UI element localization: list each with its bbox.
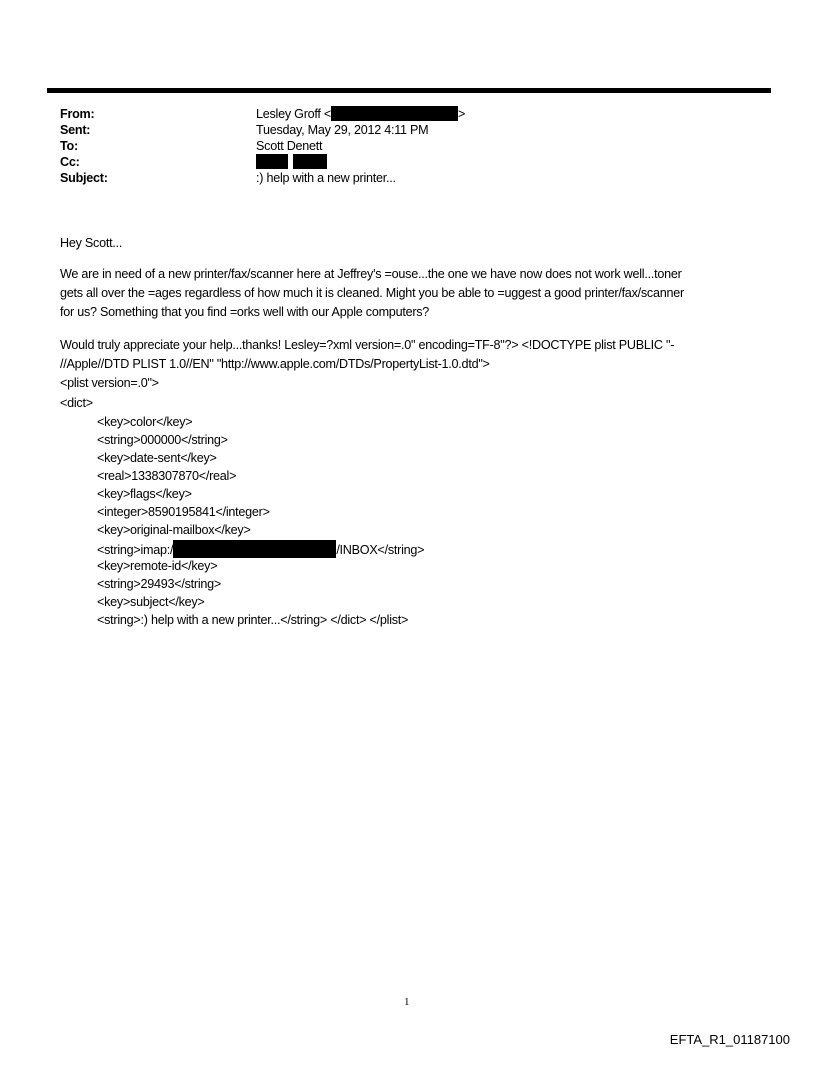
body-line: for us? Something that you find =orks well with our Apple computers? xyxy=(60,305,430,319)
subject-value: :) help with a new printer... xyxy=(256,171,396,185)
imap-suffix: /INBOX</string> xyxy=(336,543,425,557)
to-value: Scott Denett xyxy=(256,139,323,153)
header-rule xyxy=(47,88,771,93)
body-line: gets all over the =ages regardless of how much it is cleaned. Might you be able to =uggest a good printer/fax/scanner xyxy=(60,286,684,300)
plist-line xyxy=(97,540,424,558)
plist-line: <string>:) help with a new printer...</string> </dict> </plist> xyxy=(97,613,409,627)
plist-line: <string>29493</string> xyxy=(97,577,222,591)
plist-line: <key>color</key> xyxy=(97,415,193,429)
plist-line: <integer>8590195841</integer> xyxy=(97,505,270,519)
plist-line: <string>000000</string> xyxy=(97,433,228,447)
body-line: //Apple//DTD PLIST 1.0//EN" "http://www.apple.com/DTDs/PropertyList-1.0.dtd"> xyxy=(60,357,490,371)
cc-value xyxy=(256,154,327,170)
plist-line: <key>subject</key> xyxy=(97,595,205,609)
from-name: Lesley Groff < xyxy=(256,107,332,121)
plist-line: <key>remote-id</key> xyxy=(97,559,218,573)
footer-id: EFTA_R1_01187100 xyxy=(669,1032,790,1047)
imap-prefix: <string>imap:/ xyxy=(97,543,174,557)
to-label: To: xyxy=(60,139,78,153)
from-value xyxy=(256,106,465,122)
redaction xyxy=(173,540,336,558)
redaction xyxy=(331,106,458,121)
redaction xyxy=(293,154,327,169)
body-line: <plist version=.0"> xyxy=(60,376,159,390)
redaction xyxy=(256,154,288,169)
body-line: <dict> xyxy=(60,396,93,410)
from-close: > xyxy=(458,107,466,121)
plist-line: <real>1338307870</real> xyxy=(97,469,237,483)
greeting: Hey Scott... xyxy=(60,236,123,250)
plist-line: <key>original-mailbox</key> xyxy=(97,523,251,537)
subject-label: Subject: xyxy=(60,171,108,185)
sent-value: Tuesday, May 29, 2012 4:11 PM xyxy=(256,123,429,137)
page-number: 1 xyxy=(404,996,410,1008)
from-label: From: xyxy=(60,107,95,121)
cc-label: Cc: xyxy=(60,155,80,169)
plist-line: <key>flags</key> xyxy=(97,487,192,501)
body-line: We are in need of a new printer/fax/scanner here at Jeffrey's =ouse...the one we have now does not work well...toner xyxy=(60,267,682,281)
body-line: Would truly appreciate your help...thanks! Lesley=?xml version=.0" encoding=TF-8"?> <!DOCTYPE plist PUBLIC "- xyxy=(60,338,675,352)
sent-label: Sent: xyxy=(60,123,91,137)
plist-line: <key>date-sent</key> xyxy=(97,451,217,465)
